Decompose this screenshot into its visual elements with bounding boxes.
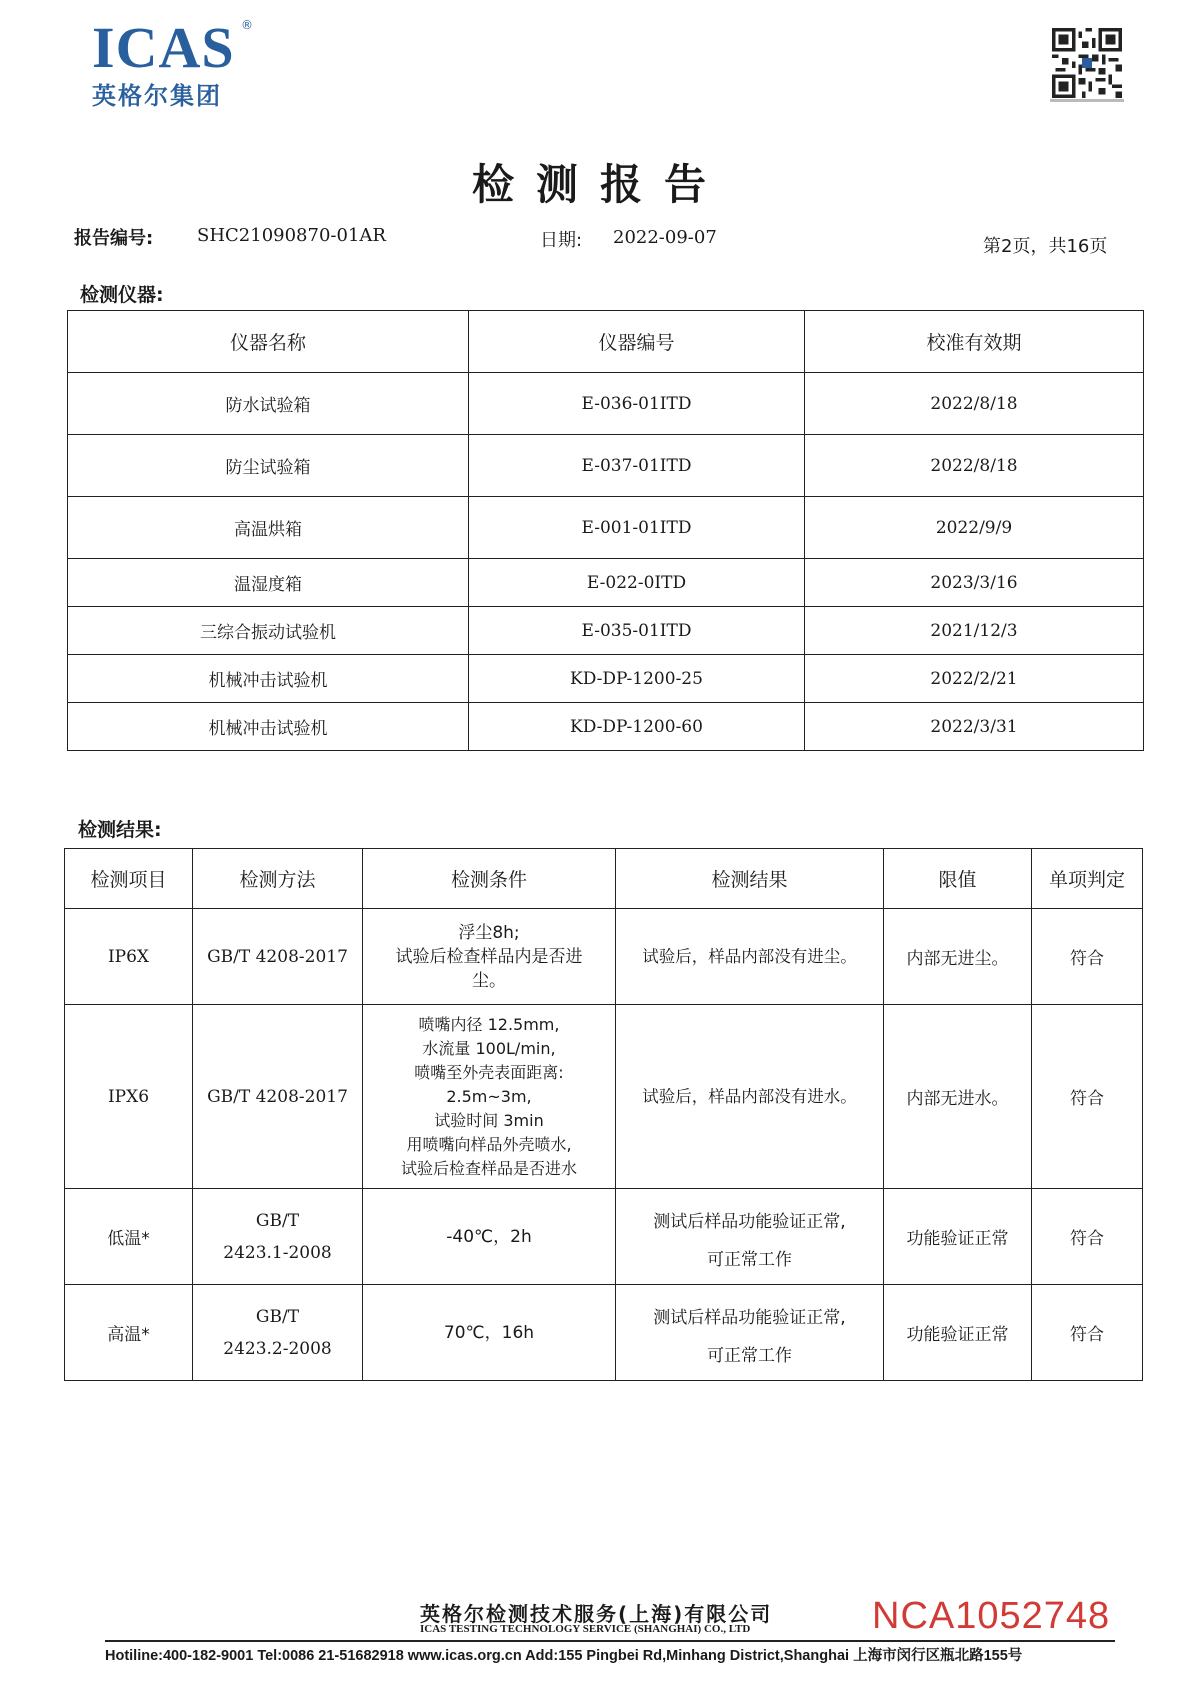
instrument-name: 机械冲击试验机 (68, 703, 469, 751)
test-result: 测试后样品功能验证正常, 可正常工作 (616, 1285, 884, 1381)
footer-divider (105, 1640, 1115, 1642)
test-item: 低温* (65, 1189, 193, 1285)
test-condition: 喷嘴内径 12.5mm, 水流量 100L/min, 喷嘴至外壳表面距离: 2.5m~3m, 试验时间 3min 用喷嘴向样品外壳喷水, 试验后检查样品是否进水 (363, 1005, 616, 1189)
instrument-name: 高温烘箱 (68, 497, 469, 559)
instrument-id: E-037-01ITD (469, 435, 805, 497)
instrument-name: 三综合振动试验机 (68, 607, 469, 655)
page-title: 检测报告 (471, 160, 728, 209)
instrument-name: 防水试验箱 (68, 373, 469, 435)
results-table (64, 848, 1143, 1381)
report-no-label: 报告编号: (74, 228, 154, 249)
instrument-calibration: 2022/9/9 (805, 497, 1144, 559)
test-verdict: 符合 (1032, 1189, 1143, 1285)
table-row (65, 909, 1143, 1005)
logo-subtitle: 英格尔集团 (92, 82, 222, 110)
instruments-table (67, 310, 1144, 751)
qr-code-icon (1052, 28, 1122, 98)
table-row (68, 655, 1144, 703)
test-limit: 内部无进尘。 (884, 909, 1032, 1005)
date-label: 日期: (540, 230, 583, 251)
test-result: 测试后样品功能验证正常, 可正常工作 (616, 1189, 884, 1285)
table-row (68, 435, 1144, 497)
page-number: 第2页，共16页 (983, 236, 1108, 257)
instruments-header-name: 仪器名称 (68, 311, 469, 373)
table-row (68, 373, 1144, 435)
table-row (65, 1285, 1143, 1381)
instrument-calibration: 2022/8/18 (805, 373, 1144, 435)
test-method: GB/T 4208-2017 (193, 909, 363, 1005)
instrument-calibration: 2022/2/21 (805, 655, 1144, 703)
test-method: GB/T 4208-2017 (193, 1005, 363, 1189)
table-row (68, 497, 1144, 559)
footer-company-en: ICAS TESTING TECHNOLOGY SERVICE (SHANGHAI) CO., LTD (420, 1623, 751, 1635)
instrument-id: KD-DP-1200-60 (469, 703, 805, 751)
test-result: 试验后，样品内部没有进水。 (616, 1005, 884, 1189)
instruments-header-row (68, 311, 1144, 373)
logo-wordmark: ICAS (92, 15, 235, 80)
table-row (65, 1189, 1143, 1285)
results-header-result: 检测结果 (616, 849, 884, 909)
results-header-row (65, 849, 1143, 909)
test-condition: 浮尘8h; 试验后检查样品内是否进 尘。 (363, 909, 616, 1005)
test-method: GB/T 2423.1-2008 (193, 1189, 363, 1285)
test-limit: 功能验证正常 (884, 1285, 1032, 1381)
test-item: IP6X (65, 909, 193, 1005)
results-header-condition: 检测条件 (363, 849, 616, 909)
footer-contact: Hotiline:400-182-9001 Tel:0086 21-51682918 www.icas.org.cn Add:155 Pingbei Rd,Minhang District,Shanghai 上海市闵行区瓶北路155号 (105, 1648, 1023, 1664)
instruments-section-label: 检测仪器: (80, 284, 164, 306)
test-verdict: 符合 (1032, 909, 1143, 1005)
instrument-id: E-035-01ITD (469, 607, 805, 655)
test-condition: -40℃，2h (363, 1189, 616, 1285)
footer-company-cn: 英格尔检测技术服务(上海)有限公司 (420, 1602, 773, 1626)
instrument-id: E-022-0ITD (469, 559, 805, 607)
results-header-item: 检测项目 (65, 849, 193, 909)
instrument-calibration: 2021/12/3 (805, 607, 1144, 655)
company-logo (92, 15, 292, 110)
test-method: GB/T 2423.2-2008 (193, 1285, 363, 1381)
table-row (65, 1005, 1143, 1189)
results-header-method: 检测方法 (193, 849, 363, 909)
test-verdict: 符合 (1032, 1285, 1143, 1381)
table-row (68, 607, 1144, 655)
instrument-name: 温湿度箱 (68, 559, 469, 607)
results-section-label: 检测结果: (78, 819, 162, 841)
results-header-limit: 限值 (884, 849, 1032, 909)
results-header-verdict: 单项判定 (1032, 849, 1143, 909)
qr-caption (1050, 99, 1124, 102)
instrument-id: KD-DP-1200-25 (469, 655, 805, 703)
test-item: 高温* (65, 1285, 193, 1381)
test-limit: 功能验证正常 (884, 1189, 1032, 1285)
instruments-header-id: 仪器编号 (469, 311, 805, 373)
instruments-header-calibration: 校准有效期 (805, 311, 1144, 373)
instrument-name: 机械冲击试验机 (68, 655, 469, 703)
instrument-id: E-036-01ITD (469, 373, 805, 435)
instrument-calibration: 2022/3/31 (805, 703, 1144, 751)
instrument-calibration: 2022/8/18 (805, 435, 1144, 497)
test-verdict: 符合 (1032, 1005, 1143, 1189)
report-date: 2022-09-07 (613, 227, 717, 248)
serial-number: NCA1052748 (872, 1595, 1111, 1637)
instrument-name: 防尘试验箱 (68, 435, 469, 497)
table-row (68, 703, 1144, 751)
test-limit: 内部无进水。 (884, 1005, 1032, 1189)
instrument-calibration: 2023/3/16 (805, 559, 1144, 607)
instrument-id: E-001-01ITD (469, 497, 805, 559)
report-no: SHC21090870-01AR (197, 225, 386, 246)
test-result: 试验后，样品内部没有进尘。 (616, 909, 884, 1005)
test-condition: 70℃，16h (363, 1285, 616, 1381)
test-item: IPX6 (65, 1005, 193, 1189)
logo-registered-mark: ® (241, 18, 253, 32)
table-row (68, 559, 1144, 607)
